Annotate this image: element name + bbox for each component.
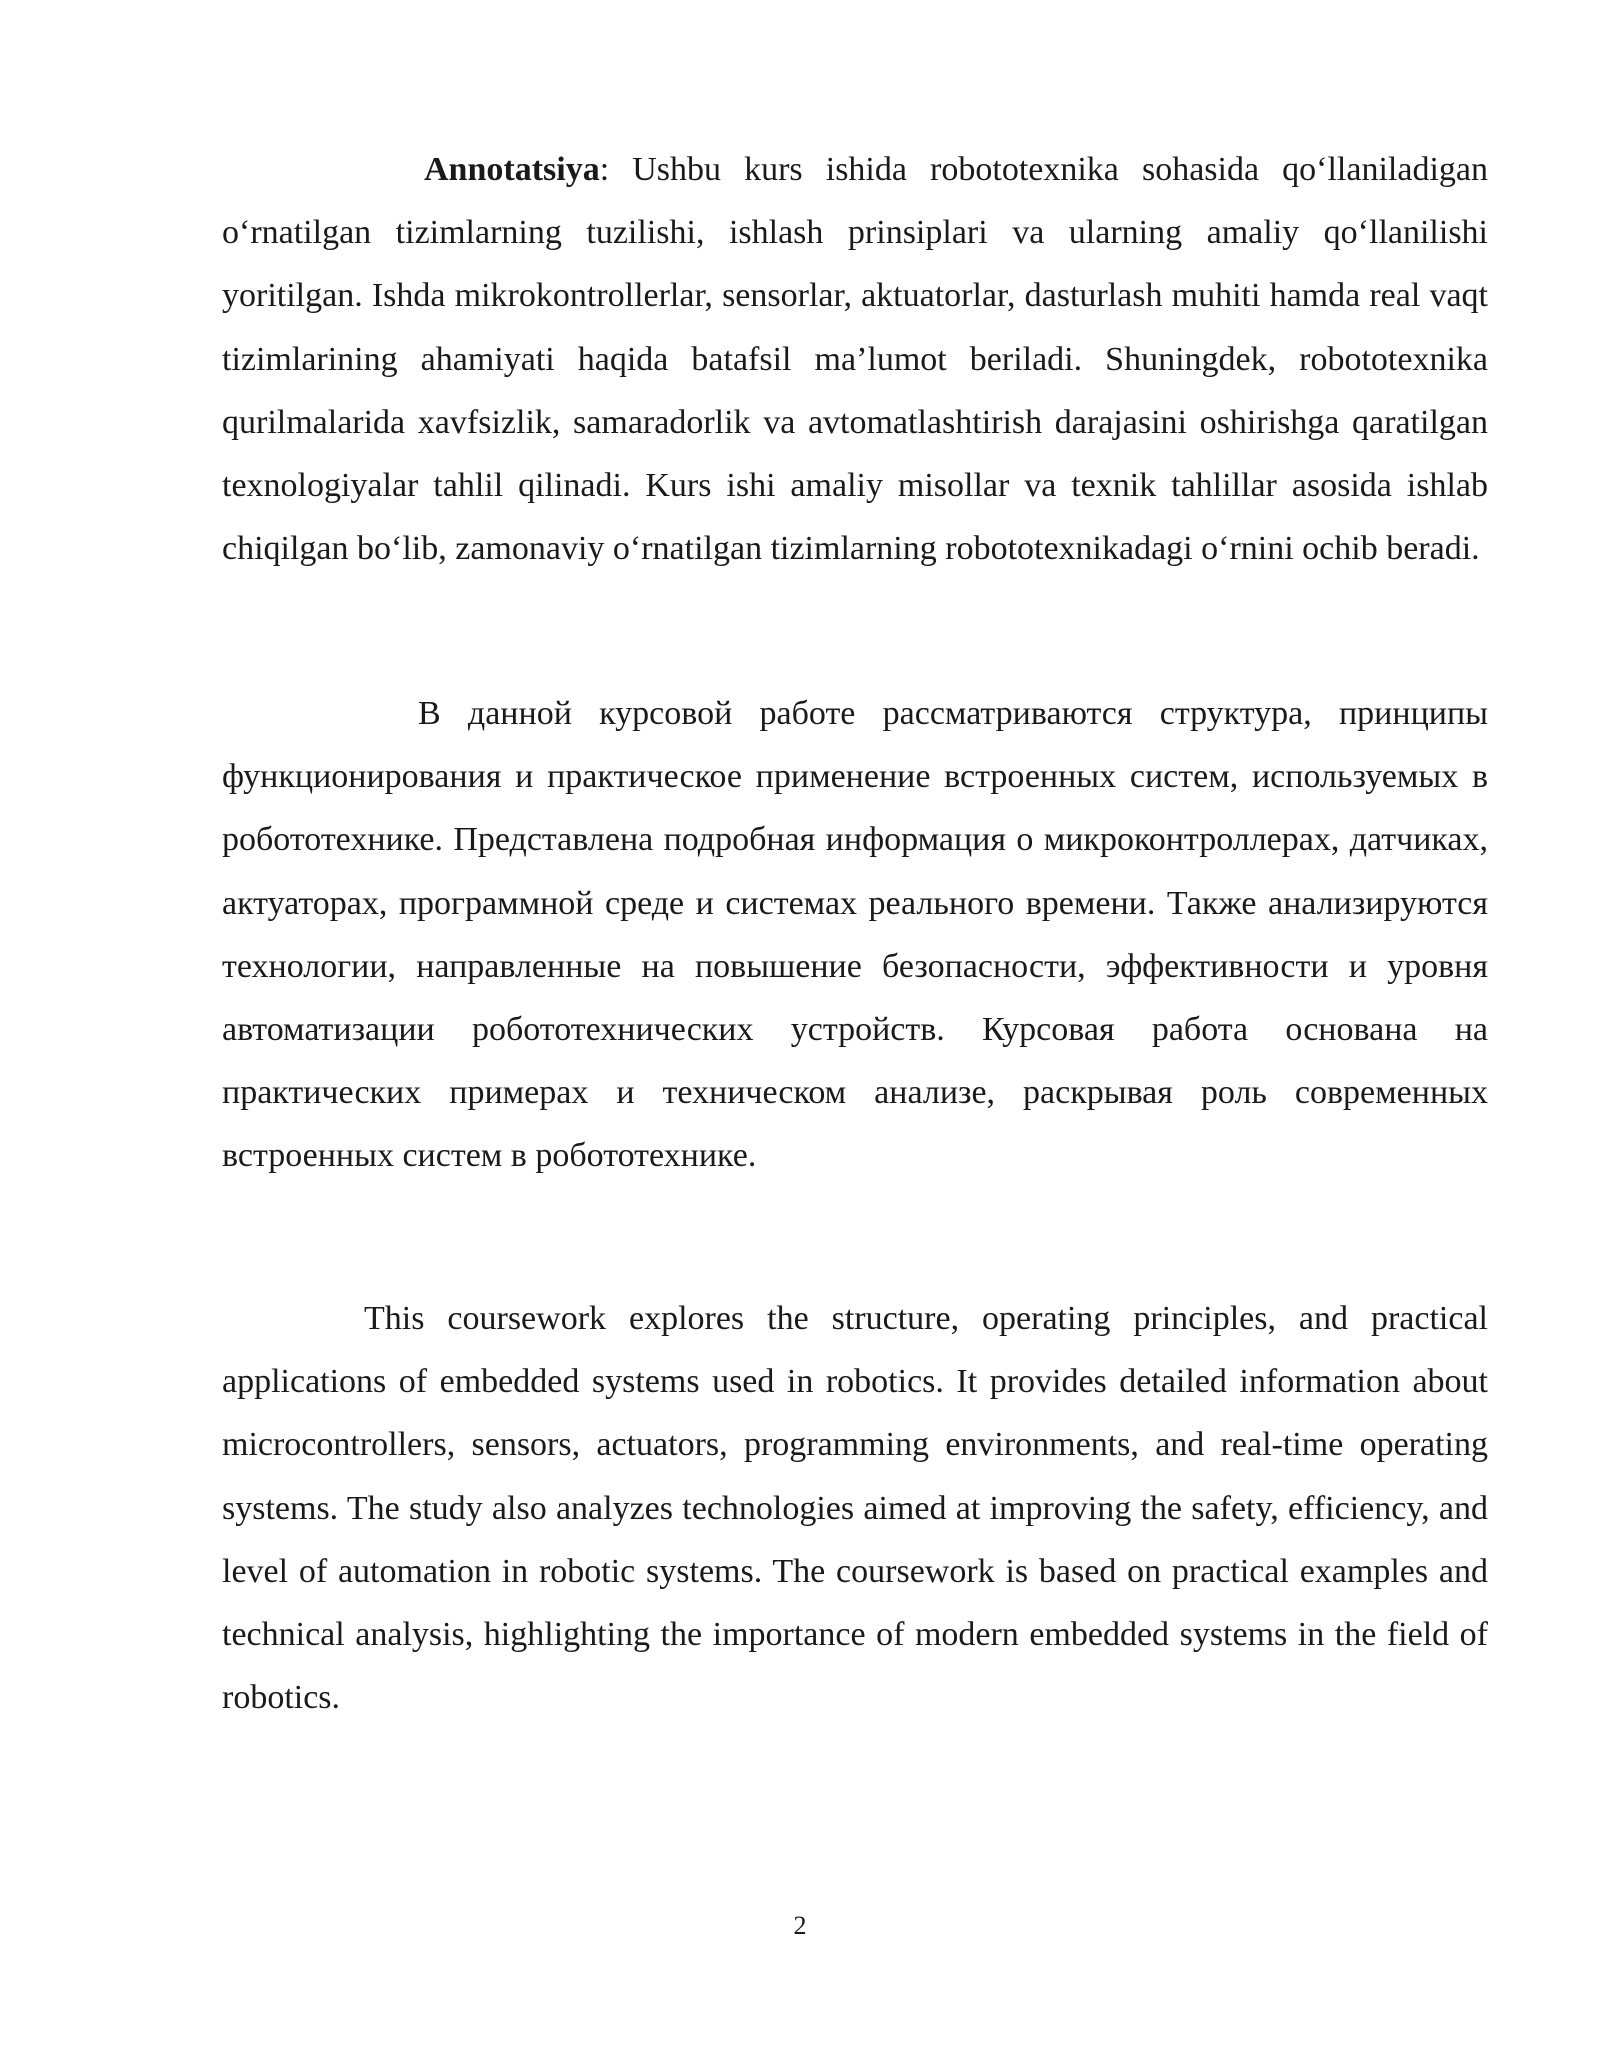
annotation-paragraph-english <box>222 1287 1488 1729</box>
annotation-text-english: This coursework explores the structure, operating principles, and practical applications of embedded systems used in robotics. It provides detailed information about microcontrollers, sensors, actuators, programming environments, and real-time operating systems. The study also analyzes technologies aimed at improving the safety, efficiency, and level of automation in robotic systems. The coursework is based on practical examples and technical analysis, highlighting the importance of modern embedded systems in the field of robotics. <box>222 1300 1488 1717</box>
annotation-text-russian: В данной курсовой работе рассматриваются структура, принципы функционирования и практическое применение встроенных систем, используемых в робототехнике. Представлена подробная информация о микроконтроллерах, датчиках, актуаторах, программной среде и системах реального времени. Также анализируются технологии, направленные на повышение безопасности, эффективности и уровня автоматизации робототехнических устройств. Курсовая работа основана на практических примерах и техническом анализе, раскрывая роль современных встроенных систем в робототехнике. <box>222 695 1488 1175</box>
page-number: 2 <box>793 1911 807 1940</box>
annotation-label: Annotatsiya <box>424 151 600 188</box>
annotation-paragraph-uzbek <box>222 138 1488 580</box>
annotation-text-uzbek: : Ushbu kurs ishida robototexnika sohasida qo‘llaniladigan o‘rnatilgan tizimlarning tuzilishi, ishlash prinsiplari va ularning amaliy qo‘llanilishi yoritilgan. Ishda mikrokontrollerlar, sensorlar, aktuatorlar, dasturlash muhiti hamda real vaqt tizimlarining ahamiyati haqida batafsil ma’lumot beriladi. Shuningdek, robototexnika qurilmalarida xavfsizlik, samaradorlik va avtomatlashtirish darajasini oshirishga qaratilgan texnologiyalar tahlil qilinadi. Kurs ishi amaliy misollar va texnik tahlillar asosida ishlab chiqilgan bo‘lib, zamonaviy o‘rnatilgan tizimlarning robototexnikadagi o‘rnini ochib beradi. <box>222 151 1488 568</box>
annotation-paragraph-russian <box>222 682 1488 1188</box>
